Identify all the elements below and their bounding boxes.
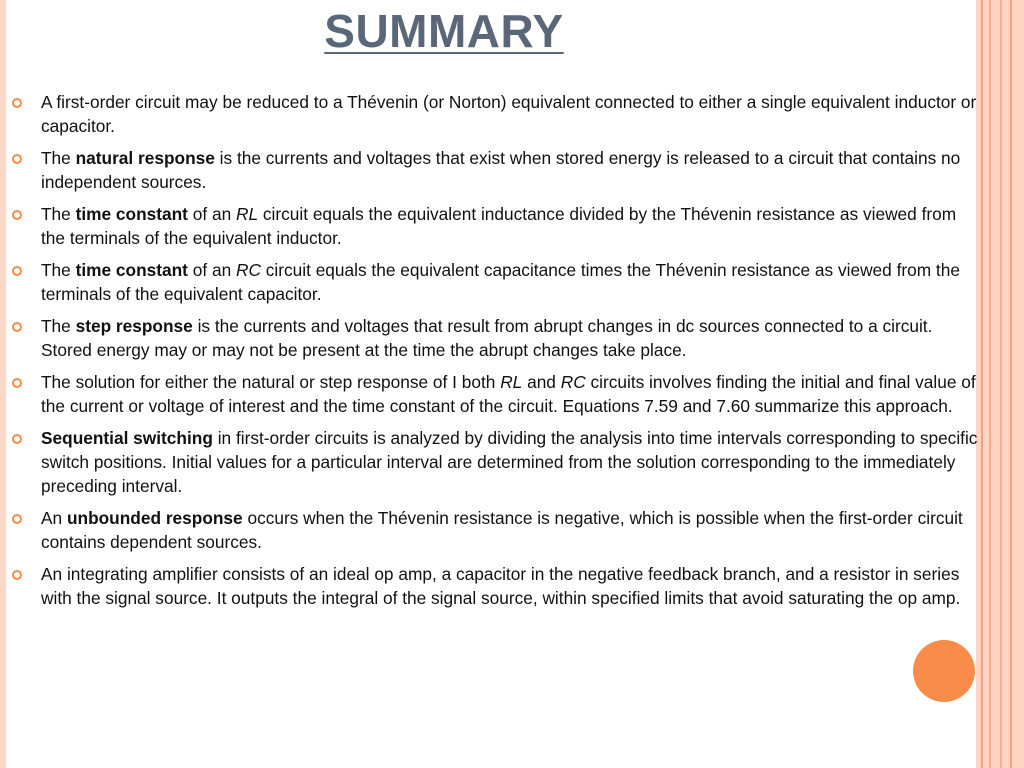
summary-bullet [0,314,980,362]
right-decorative-stripes [976,0,1024,768]
bullet-marker-icon [12,154,22,164]
bullet-text: of an [187,260,236,280]
bullet-text: circuit equals the equivalent capacitance times the Thévenin resistance as viewed from the terminals of the equivalent capacitor. [41,260,960,304]
bullet-text: A first-order circuit may be reduced to a Thévenin (or Norton) equivalent connected to either a single equivalent inductor or capacitor. [41,92,977,136]
bullet-text: of an [187,204,236,224]
bullet-marker-icon [12,570,22,580]
summary-bullet [0,90,980,138]
italic-term: RC [560,372,586,392]
bullet-text: An [41,508,67,528]
orange-circle-decoration [913,640,975,702]
summary-bullet [0,426,980,498]
bullet-marker-icon [12,266,22,276]
summary-bullet [0,202,980,250]
bold-term: time constant [75,204,188,224]
bullet-text: is the currents and voltages that result from abrupt changes in dc sources connected to a circuit. Stored energy may or may not be present at the time the abrupt changes take place. [41,316,933,360]
summary-bullet-list [0,90,980,618]
bullet-text: The [41,148,76,168]
bold-term: Sequential switching [41,428,213,448]
summary-bullet [0,370,980,418]
bullet-text: The [41,316,76,336]
bullet-text: occurs when the Thévenin resistance is negative, which is possible when the first-order circuit contains dependent sources. [41,508,963,552]
bullet-text: The solution for either the natural or step response of I both [41,372,501,392]
bold-term: step response [75,316,193,336]
slide-title: SUMMARY [324,5,564,57]
bullet-marker-icon [12,210,22,220]
bold-term: time constant [75,260,188,280]
bullet-text: The [41,204,76,224]
bullet-marker-icon [12,98,22,108]
summary-bullet [0,258,980,306]
italic-term: RL [500,372,523,392]
summary-bullet [0,506,980,554]
bullet-text: The [41,260,76,280]
bullet-text: circuit equals the equivalent inductance divided by the Thévenin resistance as viewed from the terminals of the equivalent inductor. [41,204,957,248]
summary-bullet [0,146,980,194]
summary-bullet [0,562,980,610]
bullet-marker-icon [12,434,22,444]
bold-term: natural response [75,148,215,168]
bullet-text: in first-order circuits is analyzed by dividing the analysis into time intervals corresponding to specific switch positions. Initial values for a particular interval are determined from the solution corresponding to the immediately preceding interval. [41,428,978,496]
bullet-marker-icon [12,378,22,388]
bullet-text: circuits involves finding the initial and final value of the current or voltage of interest and the time constant of the circuit. Equations 7.59 and 7.60 summarize this approach. [41,372,976,416]
bullet-text: is the currents and voltages that exist when stored energy is released to a circuit that contains no independent sources. [41,148,961,192]
bullet-marker-icon [12,322,22,332]
bullet-text: and [522,372,561,392]
bold-term: unbounded response [66,508,243,528]
bullet-marker-icon [12,514,22,524]
bullet-text: An integrating amplifier consists of an ideal op amp, a capacitor in the negative feedback branch, and a resistor in series with the signal source. It outputs the integral of the signal source, within specified limits that avoid saturating the op amp. [41,564,961,608]
italic-term: RC [236,260,261,280]
italic-term: RL [236,204,259,224]
